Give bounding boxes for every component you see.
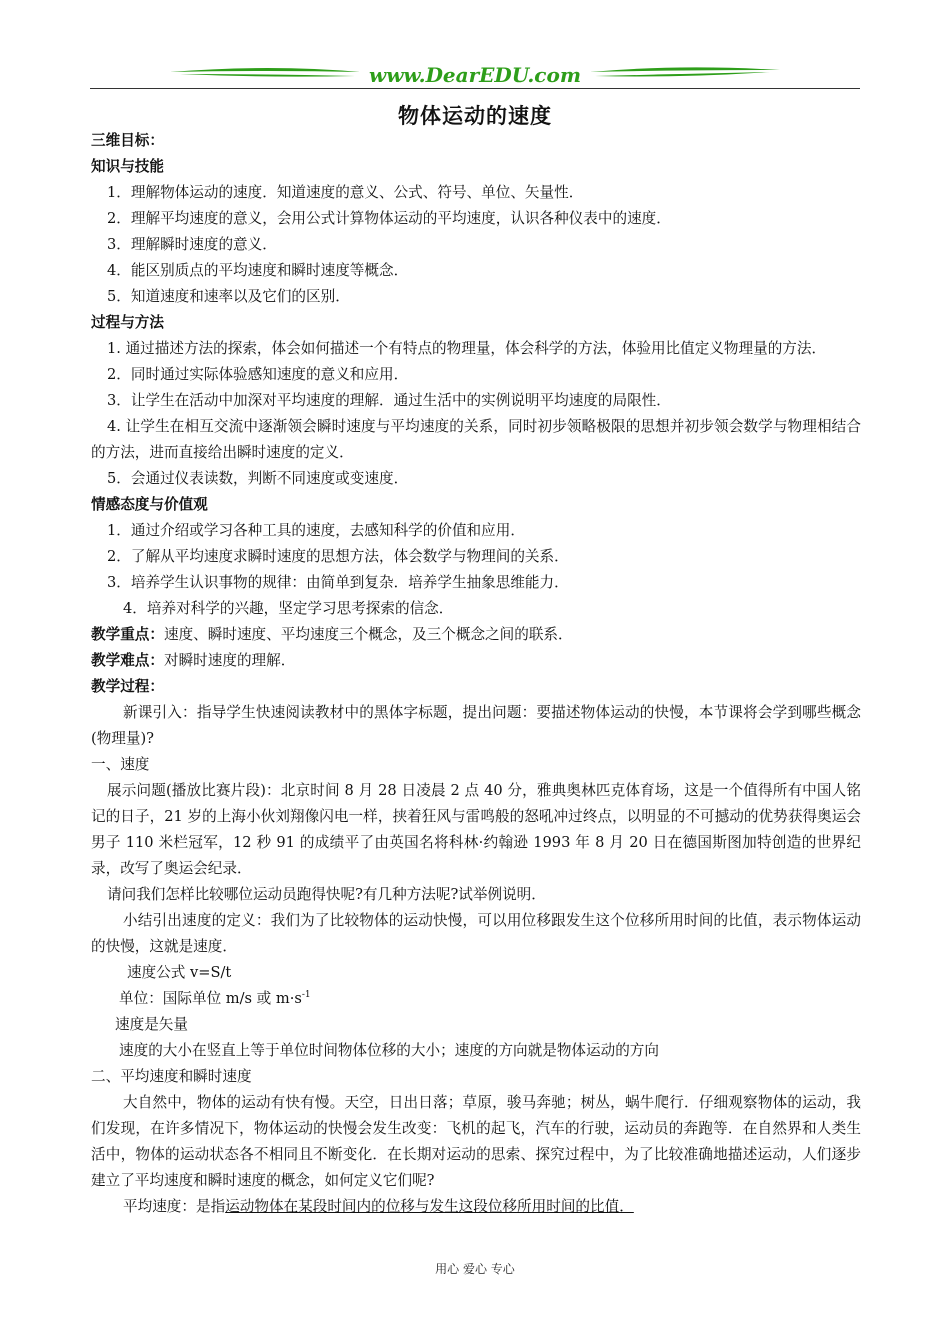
teaching-process-heading: 教学过程：	[91, 678, 164, 695]
focus-label: 教学重点：	[91, 626, 164, 643]
knowledge-item: 2．理解平均速度的意义，会用公式计算物体运动的平均速度，认识各种仪表中的速度．	[107, 210, 671, 227]
process-item: 3．让学生在活动中加深对平均速度的理解．通过生活中的实例说明平均速度的局限性．	[107, 392, 671, 409]
knowledge-heading: 知识与技能	[91, 158, 164, 175]
process-item: 5．会通过仪表读数，判断不同速度或变速度．	[107, 470, 409, 487]
page-footer: 用心 爱心 专心	[435, 1262, 515, 1276]
process-heading: 过程与方法	[91, 314, 164, 331]
velocity-unit	[91, 986, 861, 1012]
average-velocity-line	[91, 1194, 861, 1220]
avg-label: 平均速度：是指	[123, 1198, 226, 1215]
knowledge-item: 5．知道速度和速率以及它们的区别．	[107, 288, 350, 305]
attitude-item: 1．通过介绍或学习各种工具的速度，去感知科学的价值和应用．	[107, 522, 525, 539]
difficulty-label: 教学难点：	[91, 652, 164, 669]
document-body	[91, 128, 861, 1220]
header-rule	[90, 88, 860, 89]
process-item: 4. 让学生在相互交流中逐渐领会瞬时速度与平均速度的关系，同时初步领略极限的思想并初步领会数学与物理相结合的方法，进而直接给出瞬时速度的定义．	[91, 418, 861, 461]
focus-text: 速度、瞬时速度、平均速度三个概念，及三个概念之间的联系．	[163, 626, 573, 643]
direction-statement: 速度的大小在竖直上等于单位时间物体位移的大小；速度的方向就是物体运动的方向	[119, 1042, 659, 1059]
vector-statement: 速度是矢量	[115, 1016, 188, 1033]
attitude-item: 2．了解从平均速度求瞬时速度的思想方法，体会数学与物理间的关系．	[107, 548, 569, 565]
site-logo-text: www.DearEDU.com	[368, 63, 582, 87]
difficulty-text: 对瞬时速度的理解．	[163, 652, 296, 669]
knowledge-item: 1．理解物体运动的速度．知道速度的意义、公式、符号、单位、矢量性．	[107, 184, 584, 201]
part1-summary: 小结引出速度的定义：我们为了比较物体的运动快慢，可以用位移跟发生这个位移所用时间的比值，表示物体运动的快慢，这就是速度．	[91, 912, 861, 955]
page-title: 物体运动的速度	[398, 104, 552, 128]
focus-line	[91, 622, 861, 648]
intro-paragraph: 新课引入：指导学生快速阅读教材中的黑体字标题，提出问题：要描述物体运动的快慢，本节课将会学到哪些概念(物理量)?	[91, 704, 861, 747]
avg-definition: 运动物体在某段时间内的位移与发生这段位移所用时间的比值．	[225, 1198, 634, 1215]
knowledge-item: 4．能区别质点的平均速度和瞬时速度等概念．	[107, 262, 409, 279]
knowledge-item: 3．理解瞬时速度的意义．	[107, 236, 277, 253]
attitude-item: 3．培养学生认识事物的规律：由简单到复杂．培养学生抽象思维能力．	[107, 574, 569, 591]
part1-title: 一、速度	[91, 756, 150, 773]
unit-text: 单位：国际单位 m/s 或 m·s	[119, 990, 302, 1007]
process-item: 2．同时通过实际体验感知速度的意义和应用．	[107, 366, 409, 383]
process-item: 1. 通过描述方法的探索，体会如何描述一个有特点的物理量，体会科学的方法，体验用比值定义物理量的方法．	[107, 340, 827, 357]
part1-paragraph: 展示问题(播放比赛片段)：北京时间 8 月 28 日凌晨 2 点 40 分，雅典奥林匹克体育场，这是一个值得所有中国人铭记的日子，21 岁的上海小伙刘翔像闪电一样，挟着狂风与雷鸣般的怒吼冲过终点，以明显的不可撼动的优势获得奥运会男子 110 米栏冠军，12 秒 91 的成绩平了由英国名将科林·约翰逊 1993 年 8 月 20 日在德国斯图加特创造的世界纪录，改写了奥运会纪录．	[91, 782, 861, 877]
goals-heading: 三维目标：	[91, 132, 164, 149]
part1-question: 请问我们怎样比较哪位运动员跑得快呢?有几种方法呢?试举例说明．	[107, 886, 546, 903]
part2-paragraph: 大自然中，物体的运动有快有慢。天空，日出日落；草原，骏马奔驰；树丛，蜗牛爬行．仔细观察物体的运动，我们发现，在许多情况下，物体运动的快慢会发生改变：飞机的起飞，汽车的行驶，运动员的奔跑等．在自然界和人类生活中，物体的运动状态各不相同且不断变化．在长期对运动的思索、探究过程中，为了比较准确地描述运动，人们逐步建立了平均速度和瞬时速度的概念，如何定义它们呢?	[91, 1094, 861, 1189]
velocity-formula: 速度公式 v=S/t	[127, 964, 232, 981]
part2-title: 二、平均速度和瞬时速度	[91, 1068, 252, 1085]
attitude-heading: 情感态度与价值观	[91, 496, 208, 513]
unit-superscript: -1	[301, 990, 311, 1000]
attitude-item: 4．培养对科学的兴趣，坚定学习思考探索的信念．	[123, 600, 454, 617]
difficulty-line	[91, 648, 861, 674]
